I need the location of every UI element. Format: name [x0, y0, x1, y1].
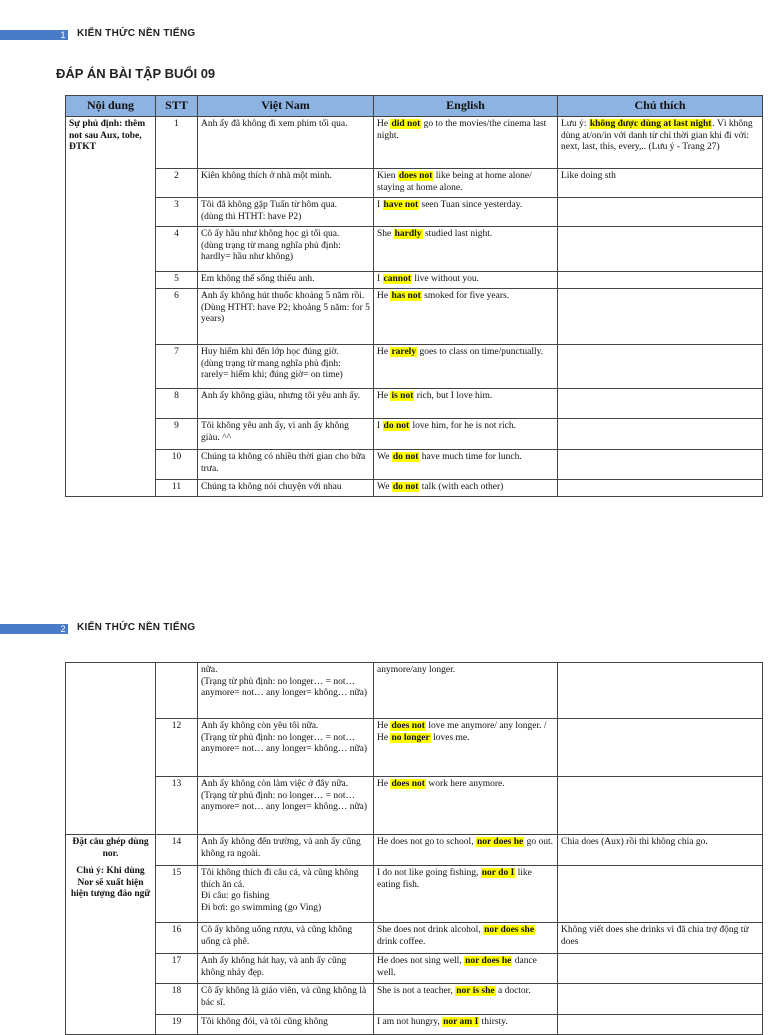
- note-cell: [558, 227, 763, 272]
- stt-cell: 12: [156, 719, 198, 777]
- vietnamese-cell: Tôi không yêu anh ấy, vì anh ấy không giàu. ^^: [198, 419, 374, 450]
- page-number: 1: [58, 30, 68, 40]
- table-header-row: [66, 96, 763, 117]
- note-cell: Like doing sth: [558, 169, 763, 198]
- note-cell: [558, 345, 763, 389]
- table-row: [66, 835, 763, 866]
- vietnamese-cell: Anh ấy không còn yêu tôi nữa. (Trạng từ phủ định: no longer… = not… anymore= not… any longer= không… nữa): [198, 719, 374, 777]
- vietnamese-cell: Anh ấy đã không đi xem phim tối qua.: [198, 117, 374, 169]
- table-row: [66, 419, 763, 450]
- note-cell: [558, 480, 763, 497]
- header-title: KIẾN THỨC NỀN TIẾNG: [77, 28, 196, 39]
- vietnamese-cell: nữa. (Trạng từ phủ định: no longer… = not… anymore= not… any longer= không… nữa): [198, 663, 374, 719]
- header-title: KIẾN THỨC NỀN TIẾNG: [77, 622, 196, 633]
- english-cell: I do not like going fishing, nor do I like eating fish.: [374, 866, 558, 923]
- english-cell: He has not smoked for five years.: [374, 289, 558, 345]
- stt-cell: 4: [156, 227, 198, 272]
- page-header-2: [0, 621, 768, 637]
- table-row: [66, 777, 763, 835]
- stt-cell: 16: [156, 923, 198, 954]
- note-cell: [558, 719, 763, 777]
- stt-cell: 14: [156, 835, 198, 866]
- stt-cell: 8: [156, 389, 198, 419]
- vietnamese-cell: Anh ấy không hát hay, và anh ấy cũng không nhảy đẹp.: [198, 954, 374, 984]
- vietnamese-cell: Chúng ta không có nhiều thời gian cho bữa trưa.: [198, 450, 374, 480]
- english-cell: He does not work here anymore.: [374, 777, 558, 835]
- topic-text: Đặt câu ghép dùng nor.: [72, 837, 149, 859]
- note-cell: [558, 289, 763, 345]
- english-cell: She is not a teacher, nor is she a doctor.: [374, 984, 558, 1015]
- english-cell: anymore/any longer.: [374, 663, 558, 719]
- header-accent-bar: [0, 30, 58, 40]
- note-cell: [558, 866, 763, 923]
- note-cell: [558, 1015, 763, 1035]
- note-cell: [558, 984, 763, 1015]
- english-cell: I cannot live without you.: [374, 272, 558, 289]
- answer-table-2: [65, 662, 763, 1035]
- stt-cell: 17: [156, 954, 198, 984]
- stt-cell: 3: [156, 198, 198, 227]
- stt-cell: 19: [156, 1015, 198, 1035]
- english-cell: He rarely goes to class on time/punctually.: [374, 345, 558, 389]
- header-accent-bar: [0, 624, 58, 634]
- topic-cell: Sự phủ định: thêm not sau Aux, tobe, ĐTKT: [66, 117, 156, 497]
- header-note: Chú thích: [558, 96, 763, 117]
- vietnamese-cell: Anh ấy không còn làm việc ở đây nữa. (Trạng từ phủ định: no longer… = not… anymore= not… any longer= không… nữa): [198, 777, 374, 835]
- table-row: [66, 923, 763, 954]
- vietnamese-cell: Chúng ta không nói chuyện với nhau: [198, 480, 374, 497]
- stt-cell: 5: [156, 272, 198, 289]
- english-cell: Kien does not like being at home alone/ staying at home alone.: [374, 169, 558, 198]
- vietnamese-cell: Tôi không đói, và tôi cũng không: [198, 1015, 374, 1035]
- table-row: [66, 289, 763, 345]
- table-row: [66, 345, 763, 389]
- vietnamese-cell: Tôi không thích đi câu cá, và cũng không thích ăn cá. Đi câu: go fishing Đi bơi: go swimming (go Ving): [198, 866, 374, 923]
- note-cell: [558, 777, 763, 835]
- stt-cell: 13: [156, 777, 198, 835]
- english-cell: I do not love him, for he is not rich.: [374, 419, 558, 450]
- vietnamese-cell: Anh ấy không đến trường, và anh ấy cũng không ra ngoài.: [198, 835, 374, 866]
- table-row: [66, 663, 763, 719]
- table-row: [66, 866, 763, 923]
- header-vietnamese: Việt Nam: [198, 96, 374, 117]
- table-row: [66, 450, 763, 480]
- stt-cell: 10: [156, 450, 198, 480]
- stt-cell: 15: [156, 866, 198, 923]
- english-cell: She hardly studied last night.: [374, 227, 558, 272]
- vietnamese-cell: Cô ấy không là giáo viên, và cũng không là bác sĩ.: [198, 984, 374, 1015]
- note-cell: Chia does (Aux) rồi thì không chia go.: [558, 835, 763, 866]
- page-number: 2: [58, 624, 68, 634]
- table-row: [66, 117, 763, 169]
- stt-cell: 9: [156, 419, 198, 450]
- vietnamese-cell: Huy hiếm khi đến lớp học đúng giờ. (dùng trạng từ mang nghĩa phủ định: rarely= hiếm khi; đúng giờ= on time): [198, 345, 374, 389]
- table-row: [66, 227, 763, 272]
- table-row: [66, 480, 763, 497]
- table-row: [66, 719, 763, 777]
- header-stt: STT: [156, 96, 198, 117]
- note-cell: [558, 663, 763, 719]
- vietnamese-cell: Cô ấy không uống rượu, và cũng không uống cà phê.: [198, 923, 374, 954]
- page-header-1: [0, 27, 768, 43]
- stt-cell: 11: [156, 480, 198, 497]
- note-cell: [558, 419, 763, 450]
- table-row: [66, 984, 763, 1015]
- note-cell: [558, 450, 763, 480]
- stt-cell: 2: [156, 169, 198, 198]
- vietnamese-cell: Anh ấy không giàu, nhưng tôi yêu anh ấy.: [198, 389, 374, 419]
- table-row: [66, 198, 763, 227]
- topic-note: Chú ý: Khi dùng Nor sẽ xuất hiện hiện tượng đảo ngữ: [70, 866, 151, 899]
- english-cell: He did not go to the movies/the cinema last night.: [374, 117, 558, 169]
- note-cell: [558, 198, 763, 227]
- english-cell: He is not rich, but I love him.: [374, 389, 558, 419]
- vietnamese-cell: Kiên không thích ở nhà một mình.: [198, 169, 374, 198]
- topic-cell: [66, 835, 156, 1035]
- table-row: [66, 389, 763, 419]
- table-row: [66, 954, 763, 984]
- english-cell: We do not talk (with each other): [374, 480, 558, 497]
- answer-table-1: [65, 95, 763, 497]
- english-cell: He does not sing well, nor does he dance well.: [374, 954, 558, 984]
- english-cell: We do not have much time for lunch.: [374, 450, 558, 480]
- note-cell: [558, 954, 763, 984]
- english-cell: I have not seen Tuan since yesterday.: [374, 198, 558, 227]
- header-english: English: [374, 96, 558, 117]
- english-cell: She does not drink alcohol, nor does she drink coffee.: [374, 923, 558, 954]
- english-cell: He does not go to school, nor does he go out.: [374, 835, 558, 866]
- stt-cell: 6: [156, 289, 198, 345]
- vietnamese-cell: Tôi đã không gặp Tuấn từ hôm qua. (dùng thì HTHT: have P2): [198, 198, 374, 227]
- stt-cell: 18: [156, 984, 198, 1015]
- note-cell: [558, 389, 763, 419]
- note-cell: Lưu ý: không được dùng at last night. Vì không dùng at/on/in với danh từ chỉ thời gian khi đi với: next, last, this, every,.. (Lưu ý - Trang 27): [558, 117, 763, 169]
- english-cell: He does not love me anymore/ any longer. / He no longer loves me.: [374, 719, 558, 777]
- document-title: ĐÁP ÁN BÀI TẬP BUỔI 09: [56, 66, 216, 81]
- header-topic: Nội dung: [66, 96, 156, 117]
- table-row: [66, 169, 763, 198]
- english-cell: I am not hungry, nor am I thirsty.: [374, 1015, 558, 1035]
- stt-cell: 1: [156, 117, 198, 169]
- stt-cell: 7: [156, 345, 198, 389]
- note-cell: Không viết does she drinks vì đã chia trợ động từ does: [558, 923, 763, 954]
- note-cell: [558, 272, 763, 289]
- vietnamese-cell: Cô ấy hầu như không học gì tối qua. (dùng trạng từ mang nghĩa phủ định: hardly= hầu như không): [198, 227, 374, 272]
- topic-cell: [66, 663, 156, 835]
- table-row: [66, 1015, 763, 1035]
- vietnamese-cell: Em không thể sống thiếu anh.: [198, 272, 374, 289]
- table-row: [66, 272, 763, 289]
- vietnamese-cell: Anh ấy không hút thuốc khoảng 5 năm rồi. (Dùng HTHT: have P2; khoảng 5 năm: for 5 years): [198, 289, 374, 345]
- stt-cell: [156, 663, 198, 719]
